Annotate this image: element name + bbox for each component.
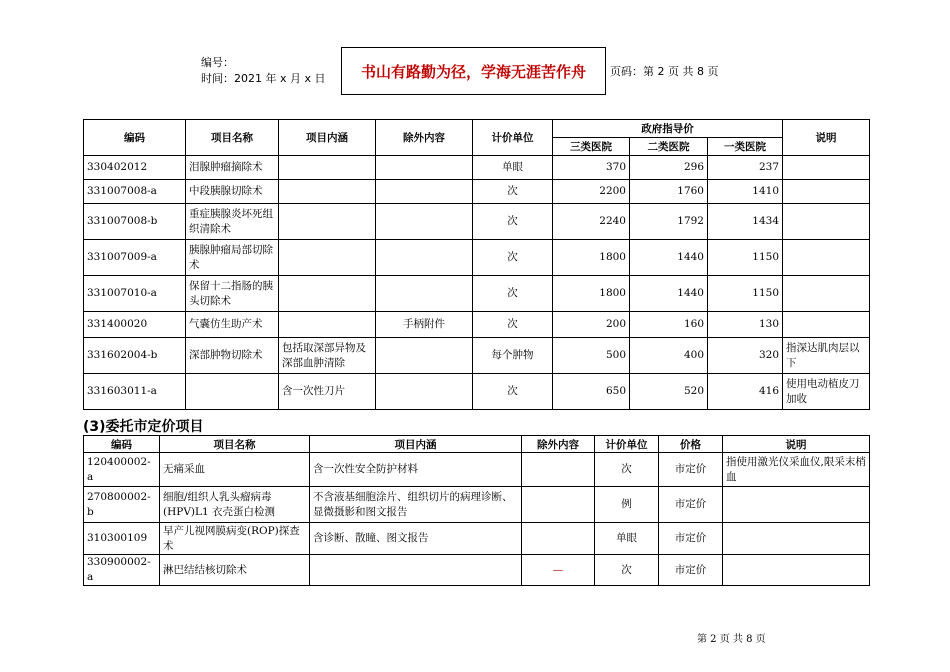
cell-code: 331602004-b — [84, 338, 186, 374]
table-row — [84, 453, 870, 487]
cell-price-class2: 520 — [630, 374, 708, 410]
cell-code: 331007008-a — [84, 180, 186, 204]
cell-unit: 次 — [473, 180, 553, 204]
cell-note — [783, 312, 870, 338]
cell-unit: 次 — [473, 312, 553, 338]
table-row — [84, 338, 870, 374]
cell-content — [279, 204, 376, 240]
cell-price: 市定价 — [659, 487, 723, 523]
col-header-name: 项目名称 — [160, 436, 310, 453]
cell-excluded — [522, 523, 595, 555]
cell-unit: 次 — [595, 555, 659, 586]
cell-name: 早产儿视网膜病变(ROP)探查术 — [160, 523, 310, 555]
cell-note — [783, 204, 870, 240]
cell-name: 胰腺肿瘤局部切除术 — [186, 240, 279, 276]
cell-unit: 例 — [595, 487, 659, 523]
col-header-content: 项目内涵 — [310, 436, 522, 453]
cell-note: 指深达肌肉层以下 — [783, 338, 870, 374]
cell-content: 不含液基细胞涂片、组织切片的病理诊断、显微摄影和图文报告 — [310, 487, 522, 523]
table-row — [84, 276, 870, 312]
cell-excluded — [376, 204, 473, 240]
cell-note — [723, 555, 870, 586]
cell-price-class3: 370 — [553, 156, 630, 180]
cell-unit: 次 — [473, 204, 553, 240]
cell-price-class3: 2240 — [553, 204, 630, 240]
col-header-excluded: 除外内容 — [376, 120, 473, 156]
cell-content — [279, 312, 376, 338]
cell-price-class3: 1800 — [553, 240, 630, 276]
cell-price-class1: 1434 — [708, 204, 783, 240]
cell-content: 包括取深部异物及深部血肿清除 — [279, 338, 376, 374]
document-header — [197, 47, 753, 95]
col-header-name: 项目名称 — [186, 120, 279, 156]
cell-excluded — [376, 338, 473, 374]
header-page: 页码：第 2 页 共 8 页 — [606, 48, 754, 95]
cell-name: 保留十二指肠的胰头切除术 — [186, 276, 279, 312]
cell-content — [279, 276, 376, 312]
cell-code: 330402012 — [84, 156, 186, 180]
cell-price: 市定价 — [659, 523, 723, 555]
page-footer: 第 2 页 共 8 页 — [697, 634, 766, 645]
cell-price-class2: 1440 — [630, 240, 708, 276]
cell-unit: 次 — [473, 240, 553, 276]
table-row — [84, 180, 870, 204]
cell-price-class2: 1792 — [630, 204, 708, 240]
cell-name: 细胞/组织人乳头瘤病毒(HPV)L1 衣壳蛋白检测 — [160, 487, 310, 523]
section-title: (3)委托市定价项目 — [83, 419, 204, 435]
col-header-gov-price: 政府指导价 — [553, 120, 783, 138]
cell-price-class2: 1440 — [630, 276, 708, 312]
cell-price-class1: 1410 — [708, 180, 783, 204]
cell-unit: 次 — [473, 276, 553, 312]
cell-price-class2: 400 — [630, 338, 708, 374]
cell-code: 331007009-a — [84, 240, 186, 276]
cell-name: 淋巴结结核切除术 — [160, 555, 310, 586]
table-row — [84, 204, 870, 240]
cell-content — [310, 555, 522, 586]
header-motto: 书山有路勤为径，学海无涯苦作舟 — [342, 48, 606, 95]
cell-price-class3: 500 — [553, 338, 630, 374]
cell-code: 331603011-a — [84, 374, 186, 410]
cell-note — [723, 523, 870, 555]
cell-content: 含一次性刀片 — [279, 374, 376, 410]
cell-price-class3: 1800 — [553, 276, 630, 312]
cell-code: 331007010-a — [84, 276, 186, 312]
cell-name: 重症胰腺炎坏死组织清除术 — [186, 204, 279, 240]
cell-content — [279, 180, 376, 204]
cell-note — [783, 156, 870, 180]
col-header-excluded: 除外内容 — [522, 436, 595, 453]
cell-content — [279, 240, 376, 276]
cell-name: 深部肿物切除术 — [186, 338, 279, 374]
cell-price-class2: 160 — [630, 312, 708, 338]
cell-excluded — [522, 487, 595, 523]
cell-name: 中段胰腺切除术 — [186, 180, 279, 204]
price-table-2 — [83, 435, 870, 586]
table-row — [84, 240, 870, 276]
cell-note — [783, 180, 870, 204]
cell-price-class1: 416 — [708, 374, 783, 410]
cell-excluded: 手柄附件 — [376, 312, 473, 338]
cell-excluded — [376, 240, 473, 276]
table-row — [84, 374, 870, 410]
cell-name: 无痛采血 — [160, 453, 310, 487]
cell-unit: 每个肿物 — [473, 338, 553, 374]
col-header-code: 编码 — [84, 436, 160, 453]
doc-number-label: 编号： — [201, 56, 234, 69]
cell-excluded — [376, 156, 473, 180]
col-header-content: 项目内涵 — [279, 120, 376, 156]
cell-price-class1: 130 — [708, 312, 783, 338]
doc-time: 时间：2021 年 x 月 x 日 — [201, 72, 326, 85]
cell-note — [783, 276, 870, 312]
cell-content — [279, 156, 376, 180]
table-row — [84, 555, 870, 586]
table-row — [84, 156, 870, 180]
col-header-code: 编码 — [84, 120, 186, 156]
cell-code: 331007008-b — [84, 204, 186, 240]
price-table-1 — [83, 119, 870, 410]
cell-name: 泪腺肿瘤摘除术 — [186, 156, 279, 180]
col-header-class3: 三类医院 — [553, 138, 630, 156]
cell-price-class1: 237 — [708, 156, 783, 180]
cell-excluded — [522, 453, 595, 487]
table-row — [84, 487, 870, 523]
cell-code: 310300109 — [84, 523, 160, 555]
col-header-unit: 计价单位 — [473, 120, 553, 156]
table-row — [84, 312, 870, 338]
cell-price-class3: 200 — [553, 312, 630, 338]
col-header-note: 说明 — [723, 436, 870, 453]
cell-price-class1: 1150 — [708, 276, 783, 312]
cell-price: 市定价 — [659, 555, 723, 586]
cell-unit: 次 — [473, 374, 553, 410]
col-header-class2: 二类医院 — [630, 138, 708, 156]
cell-price-class1: 1150 — [708, 240, 783, 276]
cell-unit: 次 — [595, 453, 659, 487]
table-row — [84, 523, 870, 555]
col-header-note: 说明 — [783, 120, 870, 156]
cell-code: 331400020 — [84, 312, 186, 338]
cell-excluded — [376, 276, 473, 312]
cell-excluded — [376, 374, 473, 410]
cell-note — [723, 487, 870, 523]
cell-price-class3: 650 — [553, 374, 630, 410]
col-header-unit: 计价单位 — [595, 436, 659, 453]
cell-name — [186, 374, 279, 410]
cell-price-class2: 1760 — [630, 180, 708, 204]
cell-price-class2: 296 — [630, 156, 708, 180]
cell-code: 120400002-a — [84, 453, 160, 487]
cell-price-class3: 2200 — [553, 180, 630, 204]
cell-name: 气囊仿生助产术 — [186, 312, 279, 338]
cell-code: 270800002-b — [84, 487, 160, 523]
cell-unit: 单眼 — [595, 523, 659, 555]
cell-price: 市定价 — [659, 453, 723, 487]
cell-unit: 单眼 — [473, 156, 553, 180]
cell-content: 含诊断、散瞳、图文报告 — [310, 523, 522, 555]
cell-note: 指使用激光仪采血仪,限采末梢血 — [723, 453, 870, 487]
cell-price-class1: 320 — [708, 338, 783, 374]
cell-note — [783, 240, 870, 276]
cell-code: 330900002-a — [84, 555, 160, 586]
col-header-class1: 一类医院 — [708, 138, 783, 156]
col-header-price: 价格 — [659, 436, 723, 453]
cell-note: 使用电动植皮刀加收 — [783, 374, 870, 410]
cell-content: 含一次性安全防护材料 — [310, 453, 522, 487]
cell-excluded: — — [522, 555, 595, 586]
cell-excluded — [376, 180, 473, 204]
header-meta — [197, 48, 342, 95]
